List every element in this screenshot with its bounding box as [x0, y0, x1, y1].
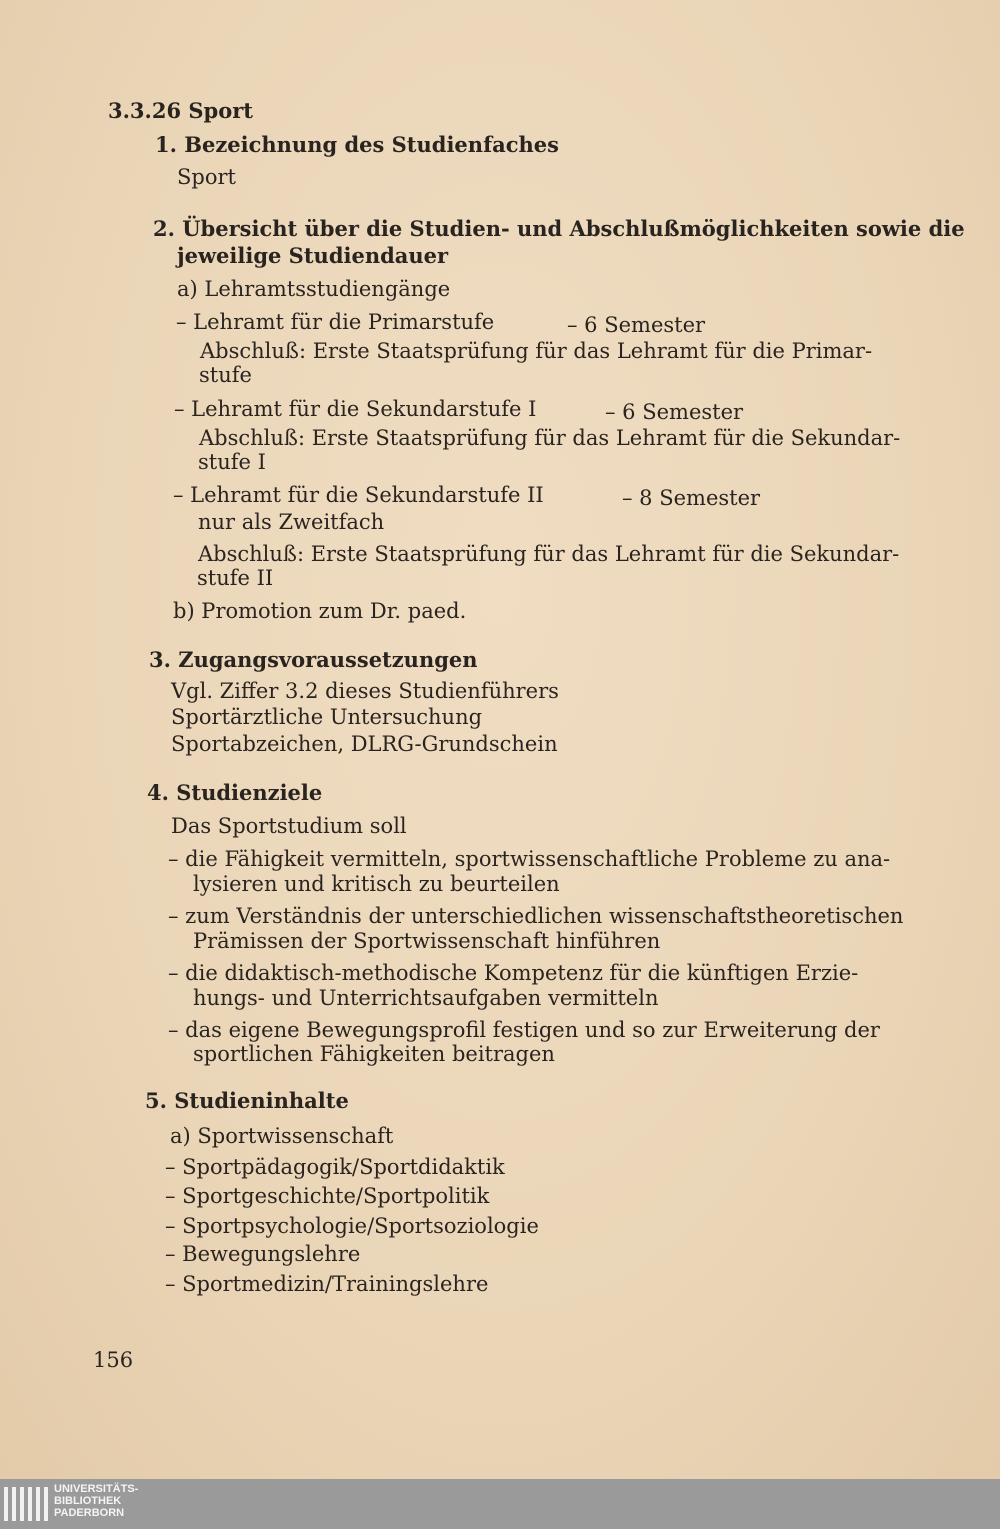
- footer-bar: [0, 1479, 1000, 1529]
- s1-text: Sport: [177, 165, 236, 189]
- s4-line: – die didaktisch-methodische Kompetenz für die künftigen Erzie-: [168, 961, 859, 985]
- logo-line: UNIVERSITÄTS-: [54, 1483, 139, 1495]
- section-title: Sport: [188, 98, 254, 123]
- s2-item3-abschluss-line2: stufe II: [197, 566, 274, 590]
- s5-heading: 5. Studieninhalte: [145, 1088, 349, 1113]
- s2-item1-abschluss-line2: stufe: [199, 363, 252, 387]
- s4-line: sportlichen Fähigkeiten beitragen: [193, 1042, 555, 1066]
- s4-line: – zum Verständnis der unterschiedlichen wissenschaftstheoretischen: [168, 904, 904, 928]
- s4-line: – die Fähigkeit vermitteln, sportwissenschaftliche Probleme zu ana-: [168, 847, 891, 871]
- s2-item3-abschluss-line1: Abschluß: Erste Staatsprüfung für das Lehramt für die Sekundar-: [198, 542, 900, 566]
- s4-line: hungs- und Unterrichtsaufgaben vermitteln: [193, 986, 659, 1010]
- s2-a-label: a) Lehramtsstudiengänge: [177, 277, 451, 301]
- s2-b-label: b) Promotion zum Dr. paed.: [173, 599, 467, 623]
- s4-line: – das eigene Bewegungsprofil festigen und so zur Erweiterung der: [168, 1018, 880, 1042]
- library-logo-icon: [4, 1487, 48, 1521]
- s2-item3-duration: – 8 Semester: [622, 486, 761, 510]
- s4-line: lysieren und kritisch zu beurteilen: [193, 872, 560, 896]
- s5-a-label: a) Sportwissenschaft: [170, 1124, 394, 1148]
- library-logo-text: [54, 1483, 138, 1519]
- s2-item2-title: – Lehramt für die Sekundarstufe I: [174, 397, 537, 421]
- s5-item: – Sportmedizin/Trainingslehre: [165, 1272, 489, 1296]
- s3-line: Sportärztliche Untersuchung: [171, 705, 483, 729]
- s2-item2-abschluss-line2: stufe I: [198, 450, 266, 474]
- s2-item3-note: nur als Zweitfach: [198, 510, 385, 534]
- page-number: 156: [93, 1348, 134, 1372]
- s2-item2-abschluss-line1: Abschluß: Erste Staatsprüfung für das Lehramt für die Sekundar-: [199, 426, 901, 450]
- s4-intro: Das Sportstudium soll: [171, 814, 407, 838]
- s5-item: – Bewegungslehre: [165, 1242, 361, 1266]
- s5-item: – Sportpädagogik/Sportdidaktik: [165, 1155, 505, 1179]
- s3-line: Sportabzeichen, DLRG-Grundschein: [171, 732, 558, 756]
- s4-line: Prämissen der Sportwissenschaft hinführen: [193, 929, 661, 953]
- s2-heading-line2: jeweilige Studiendauer: [177, 243, 449, 268]
- s3-heading: 3. Zugangsvoraussetzungen: [149, 647, 478, 672]
- s5-item: – Sportgeschichte/Sportpolitik: [165, 1184, 490, 1208]
- s3-line: Vgl. Ziffer 3.2 dieses Studienführers: [171, 679, 559, 703]
- s2-item2-duration: – 6 Semester: [605, 400, 744, 424]
- s4-heading: 4. Studienziele: [147, 780, 323, 805]
- s2-item3-title: – Lehramt für die Sekundarstufe II: [173, 483, 544, 507]
- s2-heading-line1: 2. Übersicht über die Studien- und Abschlußmöglichkeiten sowie die: [153, 216, 965, 241]
- logo-line: PADERBORN: [54, 1507, 125, 1519]
- s5-item: – Sportpsychologie/Sportsoziologie: [165, 1214, 539, 1238]
- section-number: 3.3.26: [108, 98, 182, 123]
- s2-item1-duration: – 6 Semester: [567, 313, 706, 337]
- s1-heading: 1. Bezeichnung des Studienfaches: [155, 132, 559, 157]
- s2-item1-title: – Lehramt für die Primarstufe: [176, 310, 495, 334]
- section-heading: [108, 99, 253, 123]
- s2-item1-abschluss-line1: Abschluß: Erste Staatsprüfung für das Lehramt für die Primar-: [200, 339, 873, 363]
- logo-line: BIBLIOTHEK: [54, 1495, 122, 1507]
